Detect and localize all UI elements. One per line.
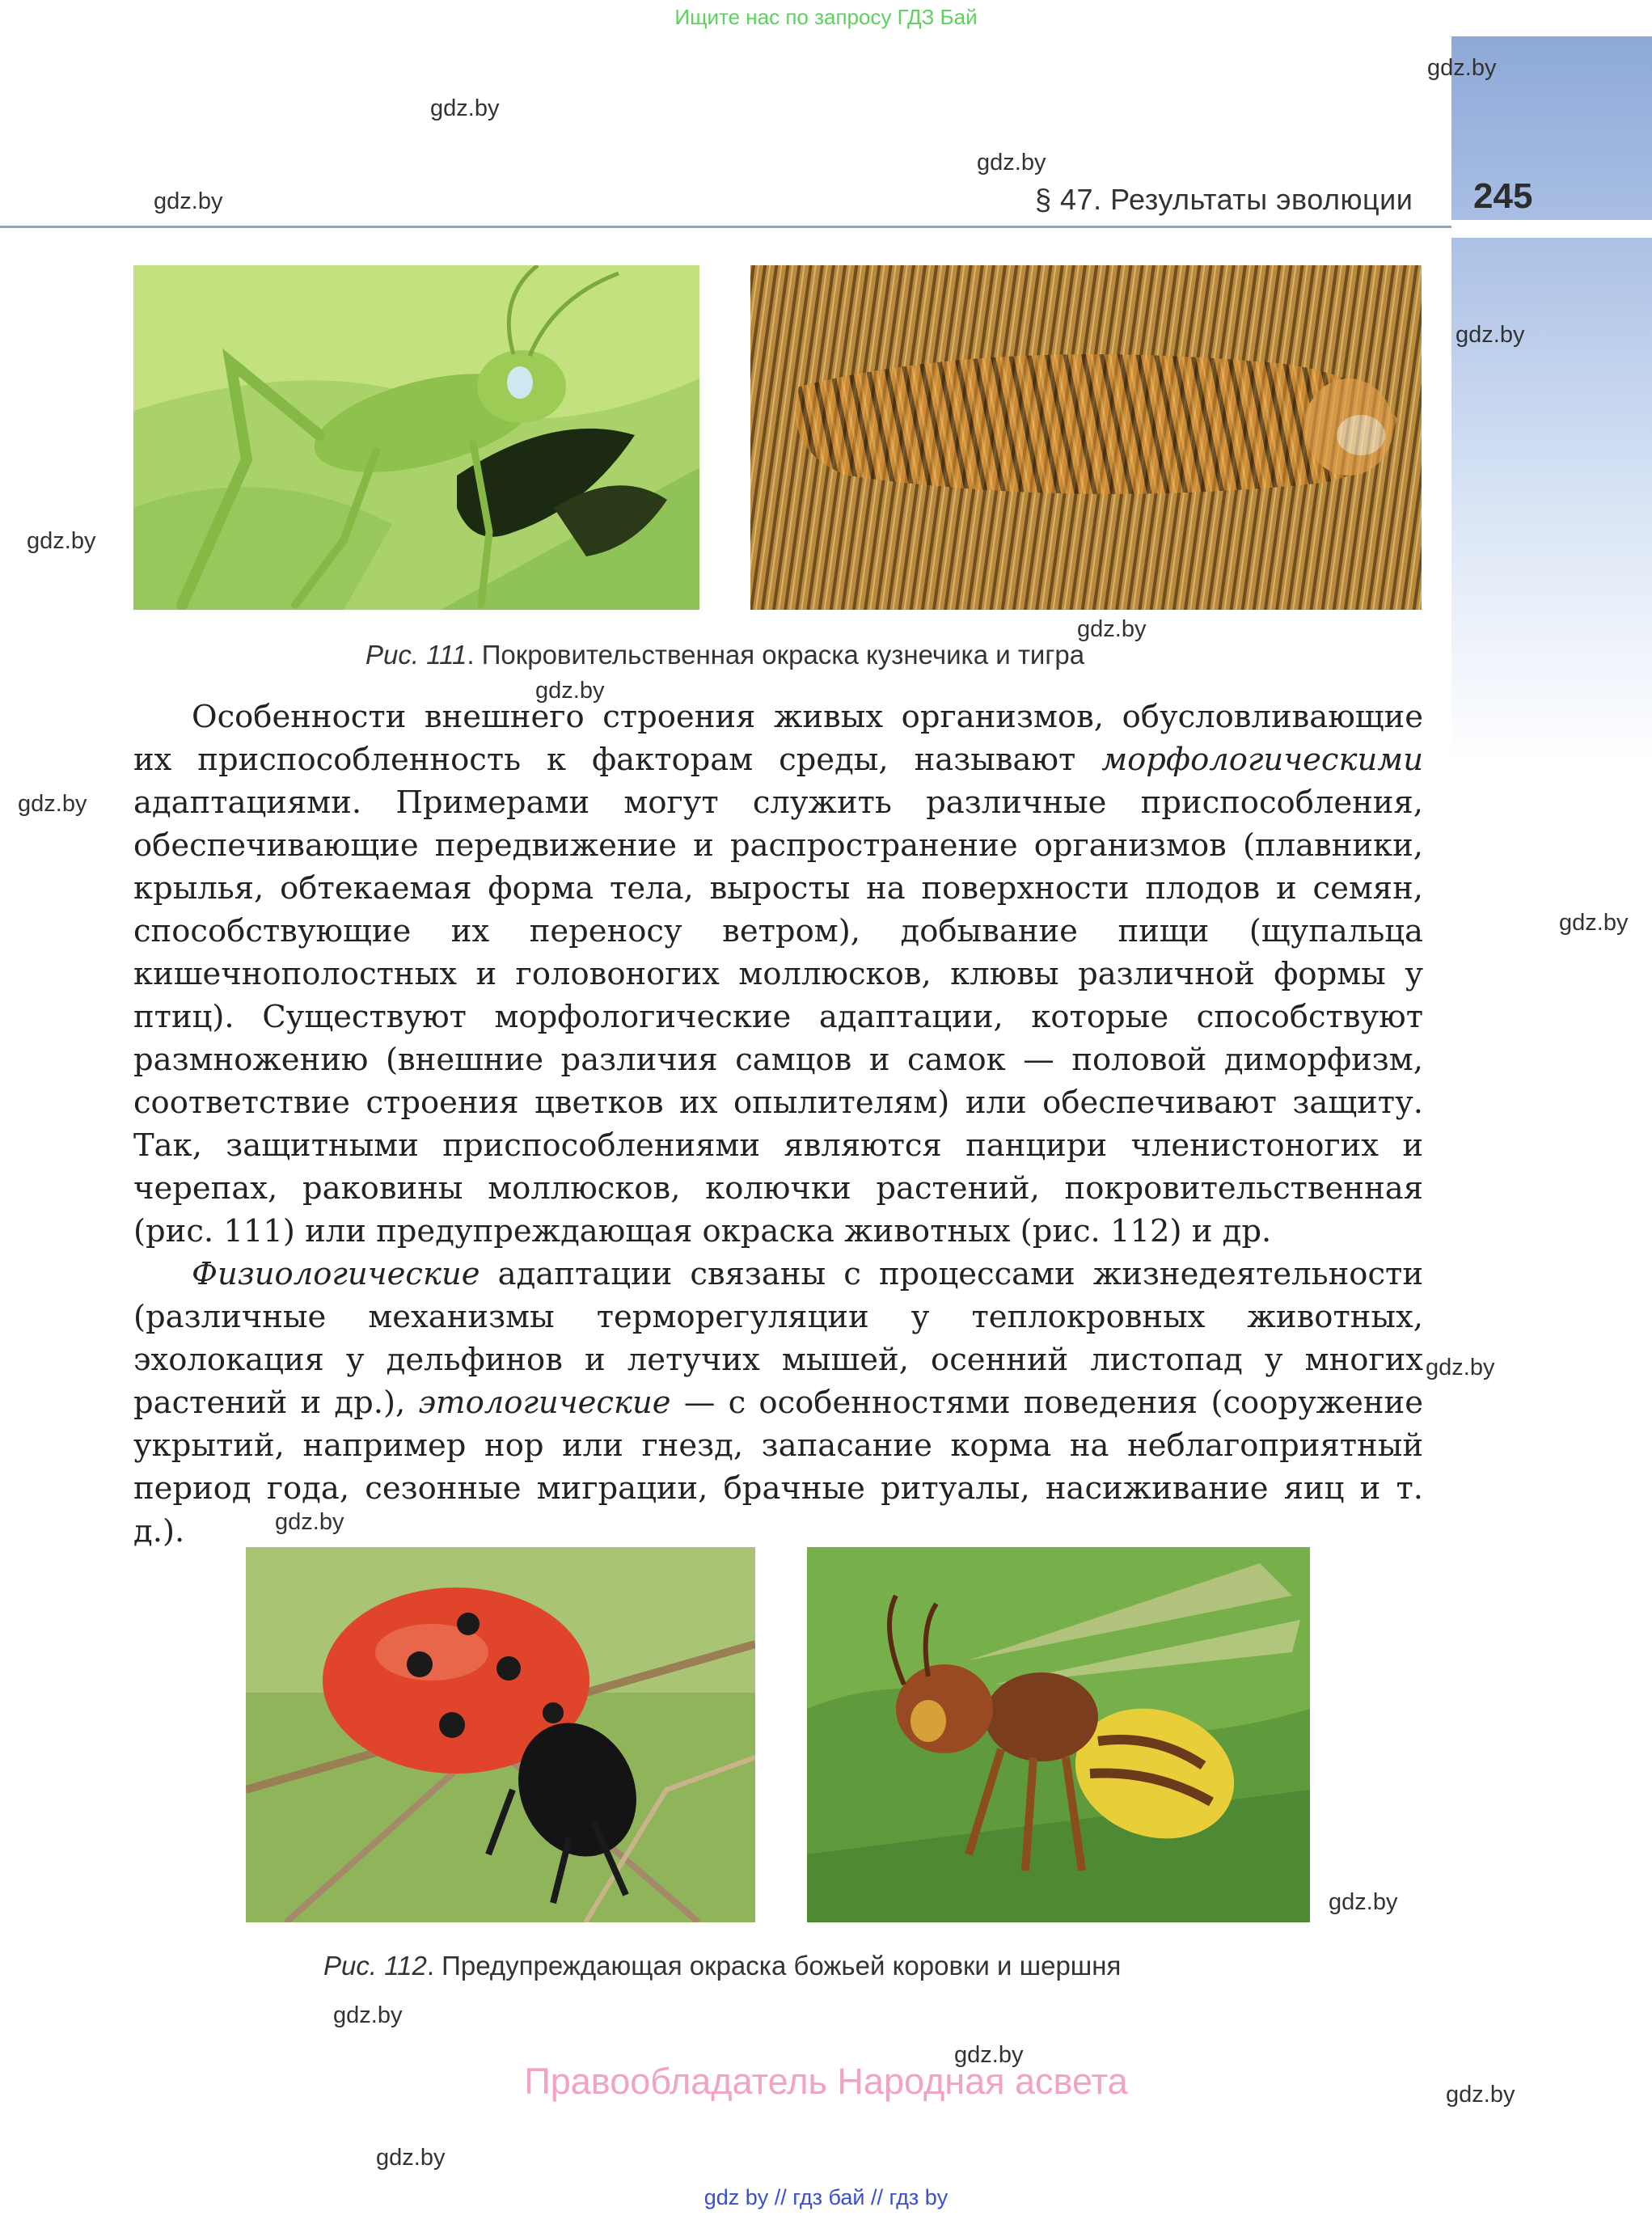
watermark: gdz.by <box>154 188 223 214</box>
watermark: gdz.by <box>376 2145 446 2171</box>
figure-112-caption <box>323 1951 1121 1981</box>
paragraph-physiological <box>133 1253 1423 1553</box>
watermark: gdz.by <box>18 791 87 817</box>
text-run: — с особенностями поведения (сооружение укрытий, например нор или гнезд, запасание корма на неблагоприятный период года, сезонные миграции, брачные ритуалы, насиживание яиц и т. д.). <box>133 1385 1423 1550</box>
watermark: gdz.by <box>333 2002 403 2028</box>
watermark: gdz.by <box>430 95 500 121</box>
hornet-photo <box>807 1547 1310 1922</box>
watermark: gdz.by <box>27 528 96 554</box>
rights-holder-notice: Правообладатель Народная асвета <box>524 2061 1128 2102</box>
watermark: gdz.by <box>954 2042 1024 2068</box>
figure-111-caption <box>365 640 1084 670</box>
header-rule <box>0 226 1451 228</box>
paragraph-morphological <box>133 696 1423 1253</box>
figure-111-label: Рис. 111 <box>365 640 467 670</box>
watermark: gdz.by <box>535 678 605 704</box>
text-run: адаптации связаны с процессами жизнедеятельности (различные механизмы терморегуляции у теплокровных животных, эхолокация у дельфинов и летучих мышей, осенний листопад у многих растений и др.), <box>133 1256 1423 1421</box>
watermark: gdz.by <box>1559 910 1629 936</box>
watermark: gdz.by <box>977 150 1046 175</box>
bottom-links[interactable]: gdz by // гдз бай // гдз by <box>703 2185 949 2209</box>
ladybug-photo <box>246 1547 755 1922</box>
watermark: gdz.by <box>1456 322 1525 348</box>
text-run: Особенности внешнего строения живых организмов, обусловливающие их приспособленность к факторам среды, называют <box>133 699 1423 778</box>
term-morphological: морфологическими <box>1101 742 1423 778</box>
side-bar-gap <box>1451 220 1652 238</box>
top-banner[interactable]: Ищите нас по запросу ГДЗ Бай <box>674 5 978 29</box>
watermark: gdz.by <box>275 1509 344 1535</box>
grasshopper-photo <box>133 265 699 610</box>
watermark: gdz.by <box>1077 616 1147 642</box>
tiger-photo <box>750 265 1422 610</box>
watermark: gdz.by <box>1426 1355 1495 1380</box>
figure-111-text: . Покровительственная окраска кузнечика и тигра <box>467 640 1085 670</box>
watermark: gdz.by <box>1329 1889 1398 1915</box>
watermark: gdz.by <box>1427 55 1497 81</box>
term-ethological: этологические <box>418 1385 671 1421</box>
page-number: 245 <box>1473 176 1533 216</box>
watermark: gdz.by <box>1446 2082 1515 2108</box>
figure-112-label: Рис. 112 <box>323 1951 427 1981</box>
body-text <box>133 696 1423 1553</box>
section-title: § 47. Результаты эволюции <box>1035 183 1413 216</box>
text-run: адаптациями. Примерами могут служить различные приспособления, обеспечивающие передвижение и распространение организмов (плавники, крылья, обтекаемая форма тела, выросты на поверхности плодов и семян, способствующие их переносу ветром), добывание пищи (щупальца кишечнополостных и головоногих моллюсков, клювы различной формы у птиц). Существуют морфологические адаптации, которые способствуют размножению (внешние различия самцов и самок — половой диморфизм, соответствие строения цветков их опылителям) или обеспечивают защиту. Так, защитными приспособлениями являются панцири членистоногих и черепах, раковины моллюсков, колючки растений, покровительственная (рис. 111) или предупреждающая окраска животных (рис. 112) и др. <box>133 784 1423 1249</box>
figure-112-text: . Предупреждающая окраска божьей коровки и шершня <box>426 1951 1122 1981</box>
term-physiological: Физиологические <box>192 1256 480 1292</box>
